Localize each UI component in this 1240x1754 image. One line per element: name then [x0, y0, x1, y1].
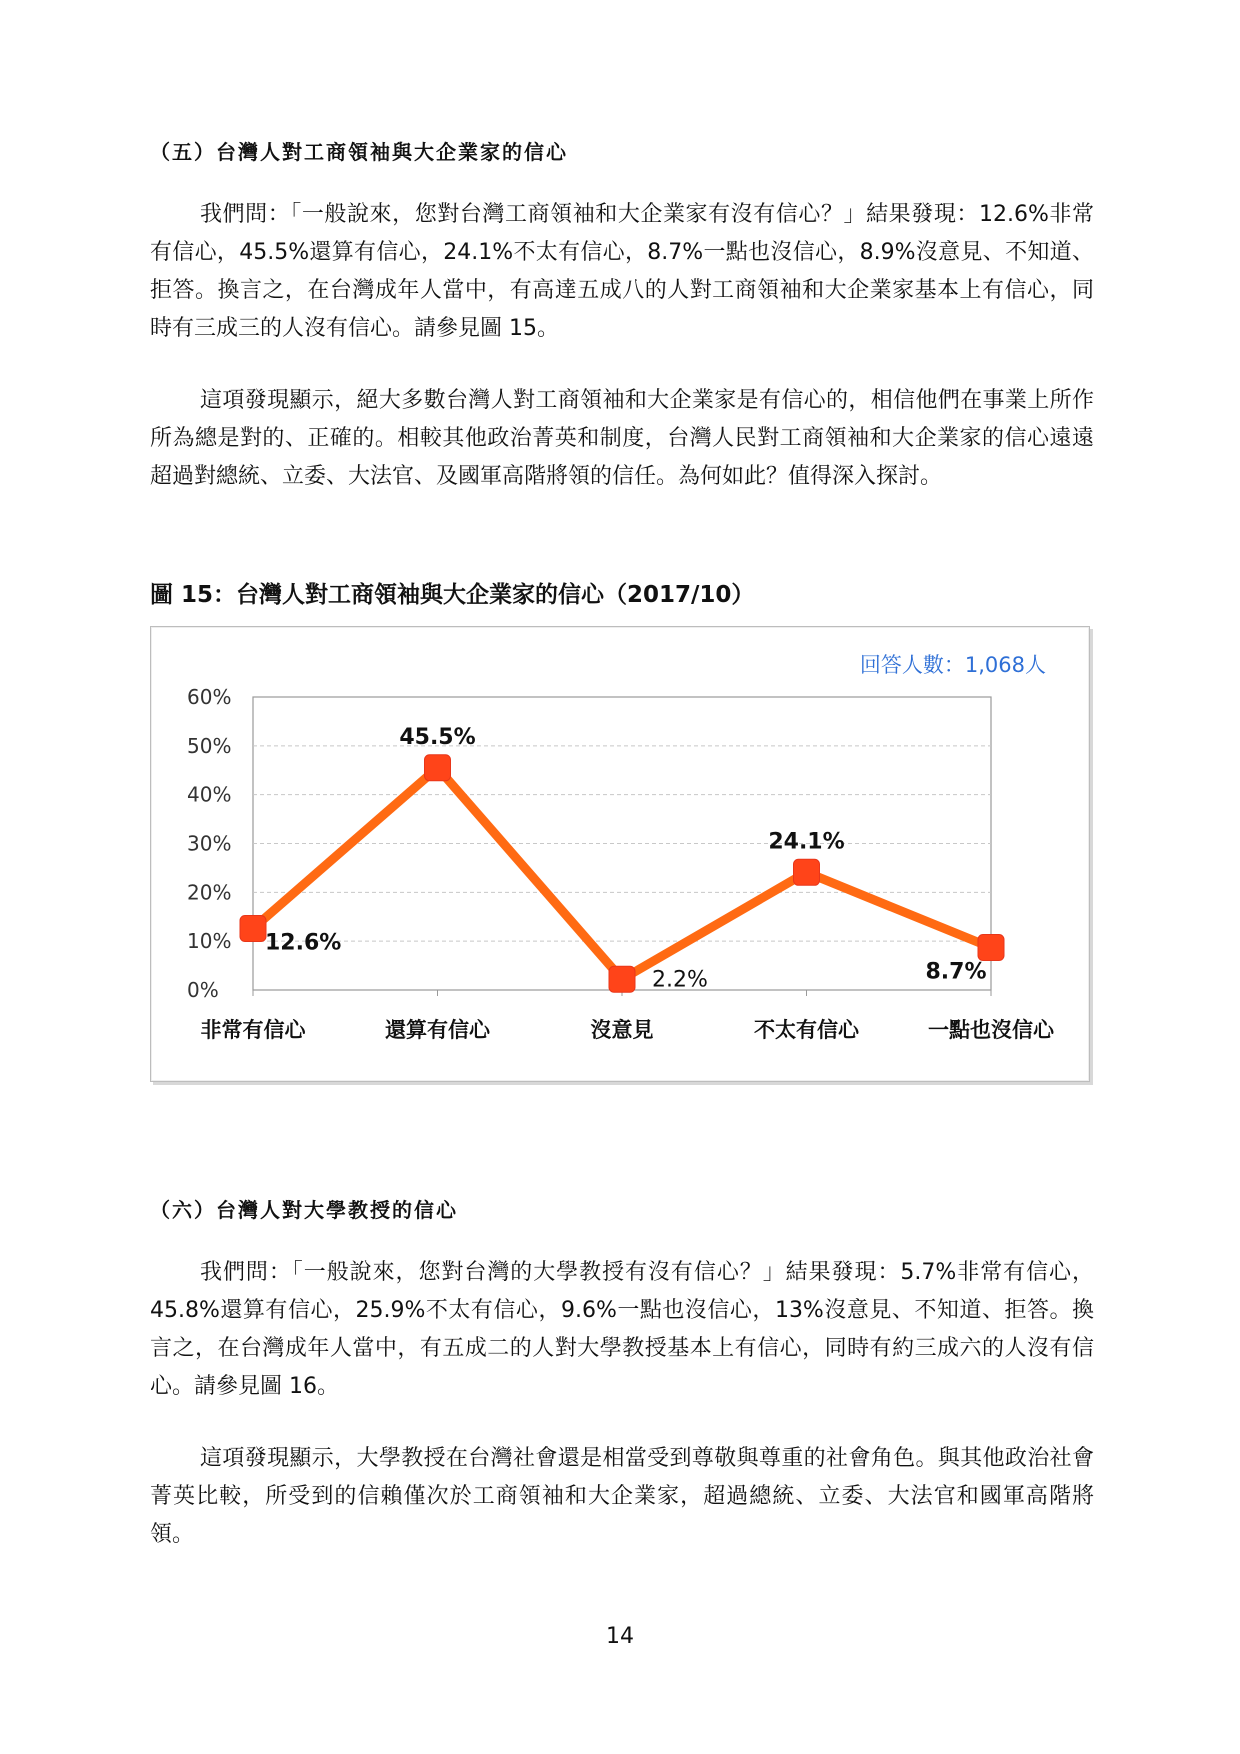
- data-label: 24.1%: [768, 829, 845, 855]
- y-tick-label: 40%: [187, 782, 232, 807]
- plot-area: [253, 697, 991, 993]
- section6-paragraph-2: 這項發現顯示，大學教授在台灣社會還是相當受到尊敬與尊重的社會角色。與其他政治社會菁英比較，所受到的信賴僅次於工商領袖和大企業家，超過總統、立委、大法官和國軍高階將領。: [150, 1446, 1094, 1547]
- figure-title: 圖 15：台灣人對工商領袖與大企業家的信心（2017/10）: [150, 582, 755, 608]
- section6-paragraph-1: 我們問：「一般說來，您對台灣的大學教授有沒有信心？」結果發現：5.7%非常有信心，45.8%還算有信心，25.9%不太有信心，9.6%一點也沒信心，13%沒意見、不知道、拒答。換言之，在台灣成年人當中，有五成二的人對大學教授基本上有信心，同時有約三成六的人沒有信心。請參見圖 16。: [150, 1260, 1094, 1399]
- data-point-marker: [978, 935, 1004, 961]
- section-heading-5: （五）台灣人對工商領袖與大企業家的信心: [150, 140, 568, 164]
- y-tick-label: 20%: [187, 880, 232, 905]
- x-tick-label: 不太有信心: [754, 1018, 859, 1042]
- y-tick-label: 30%: [187, 831, 232, 856]
- page-number: 14: [606, 1624, 634, 1649]
- data-label: 8.7%: [925, 959, 987, 985]
- respondent-count-annotation: 回答人數：1,068人: [859, 653, 1046, 677]
- section-heading-6: （六）台灣人對大學教授的信心: [150, 1198, 458, 1222]
- section5-paragraph-1: 我們問：「一般說來，您對台灣工商領袖和大企業家有沒有信心？」結果發現：12.6%非常有信心，45.5%還算有信心，24.1%不太有信心，8.7%一點也沒信心，8.9%沒意見、不知道、拒答。換言之，在台灣成年人當中，有高達五成八的人對工商領袖和大企業家基本上有信心，同時有三成三的人沒有信心。請參見圖 15。: [150, 202, 1094, 341]
- y-tick-label: 50%: [187, 733, 232, 758]
- data-label: 2.2%: [652, 967, 708, 993]
- y-tick-label: 0%: [187, 978, 219, 1002]
- y-tick-label: 60%: [187, 685, 232, 709]
- chart-frame: [150, 626, 1090, 1082]
- data-label: 45.5%: [399, 724, 476, 750]
- x-tick-label: 非常有信心: [200, 1018, 306, 1042]
- section5-paragraph-2: 這項發現顯示，絕大多數台灣人對工商領袖和大企業家是有信心的，相信他們在事業上所作所為總是對的、正確的。相較其他政治菁英和制度，台灣人民對工商領袖和大企業家的信心遠遠超過對總統、立委、大法官、及國軍高階將領的信任。為何如此？值得深入探討。: [150, 388, 1094, 489]
- x-tick-label: 沒意見: [590, 1018, 654, 1042]
- data-label: 12.6%: [265, 930, 342, 956]
- y-tick-label: 10%: [187, 929, 232, 954]
- data-point-marker: [609, 966, 635, 992]
- data-point-marker: [240, 915, 266, 941]
- data-point-marker: [425, 755, 451, 781]
- x-tick-label: 一點也沒信心: [928, 1018, 1054, 1042]
- line-chart: [151, 627, 1089, 1081]
- x-tick-label: 還算有信心: [385, 1018, 490, 1042]
- data-point-marker: [794, 859, 820, 885]
